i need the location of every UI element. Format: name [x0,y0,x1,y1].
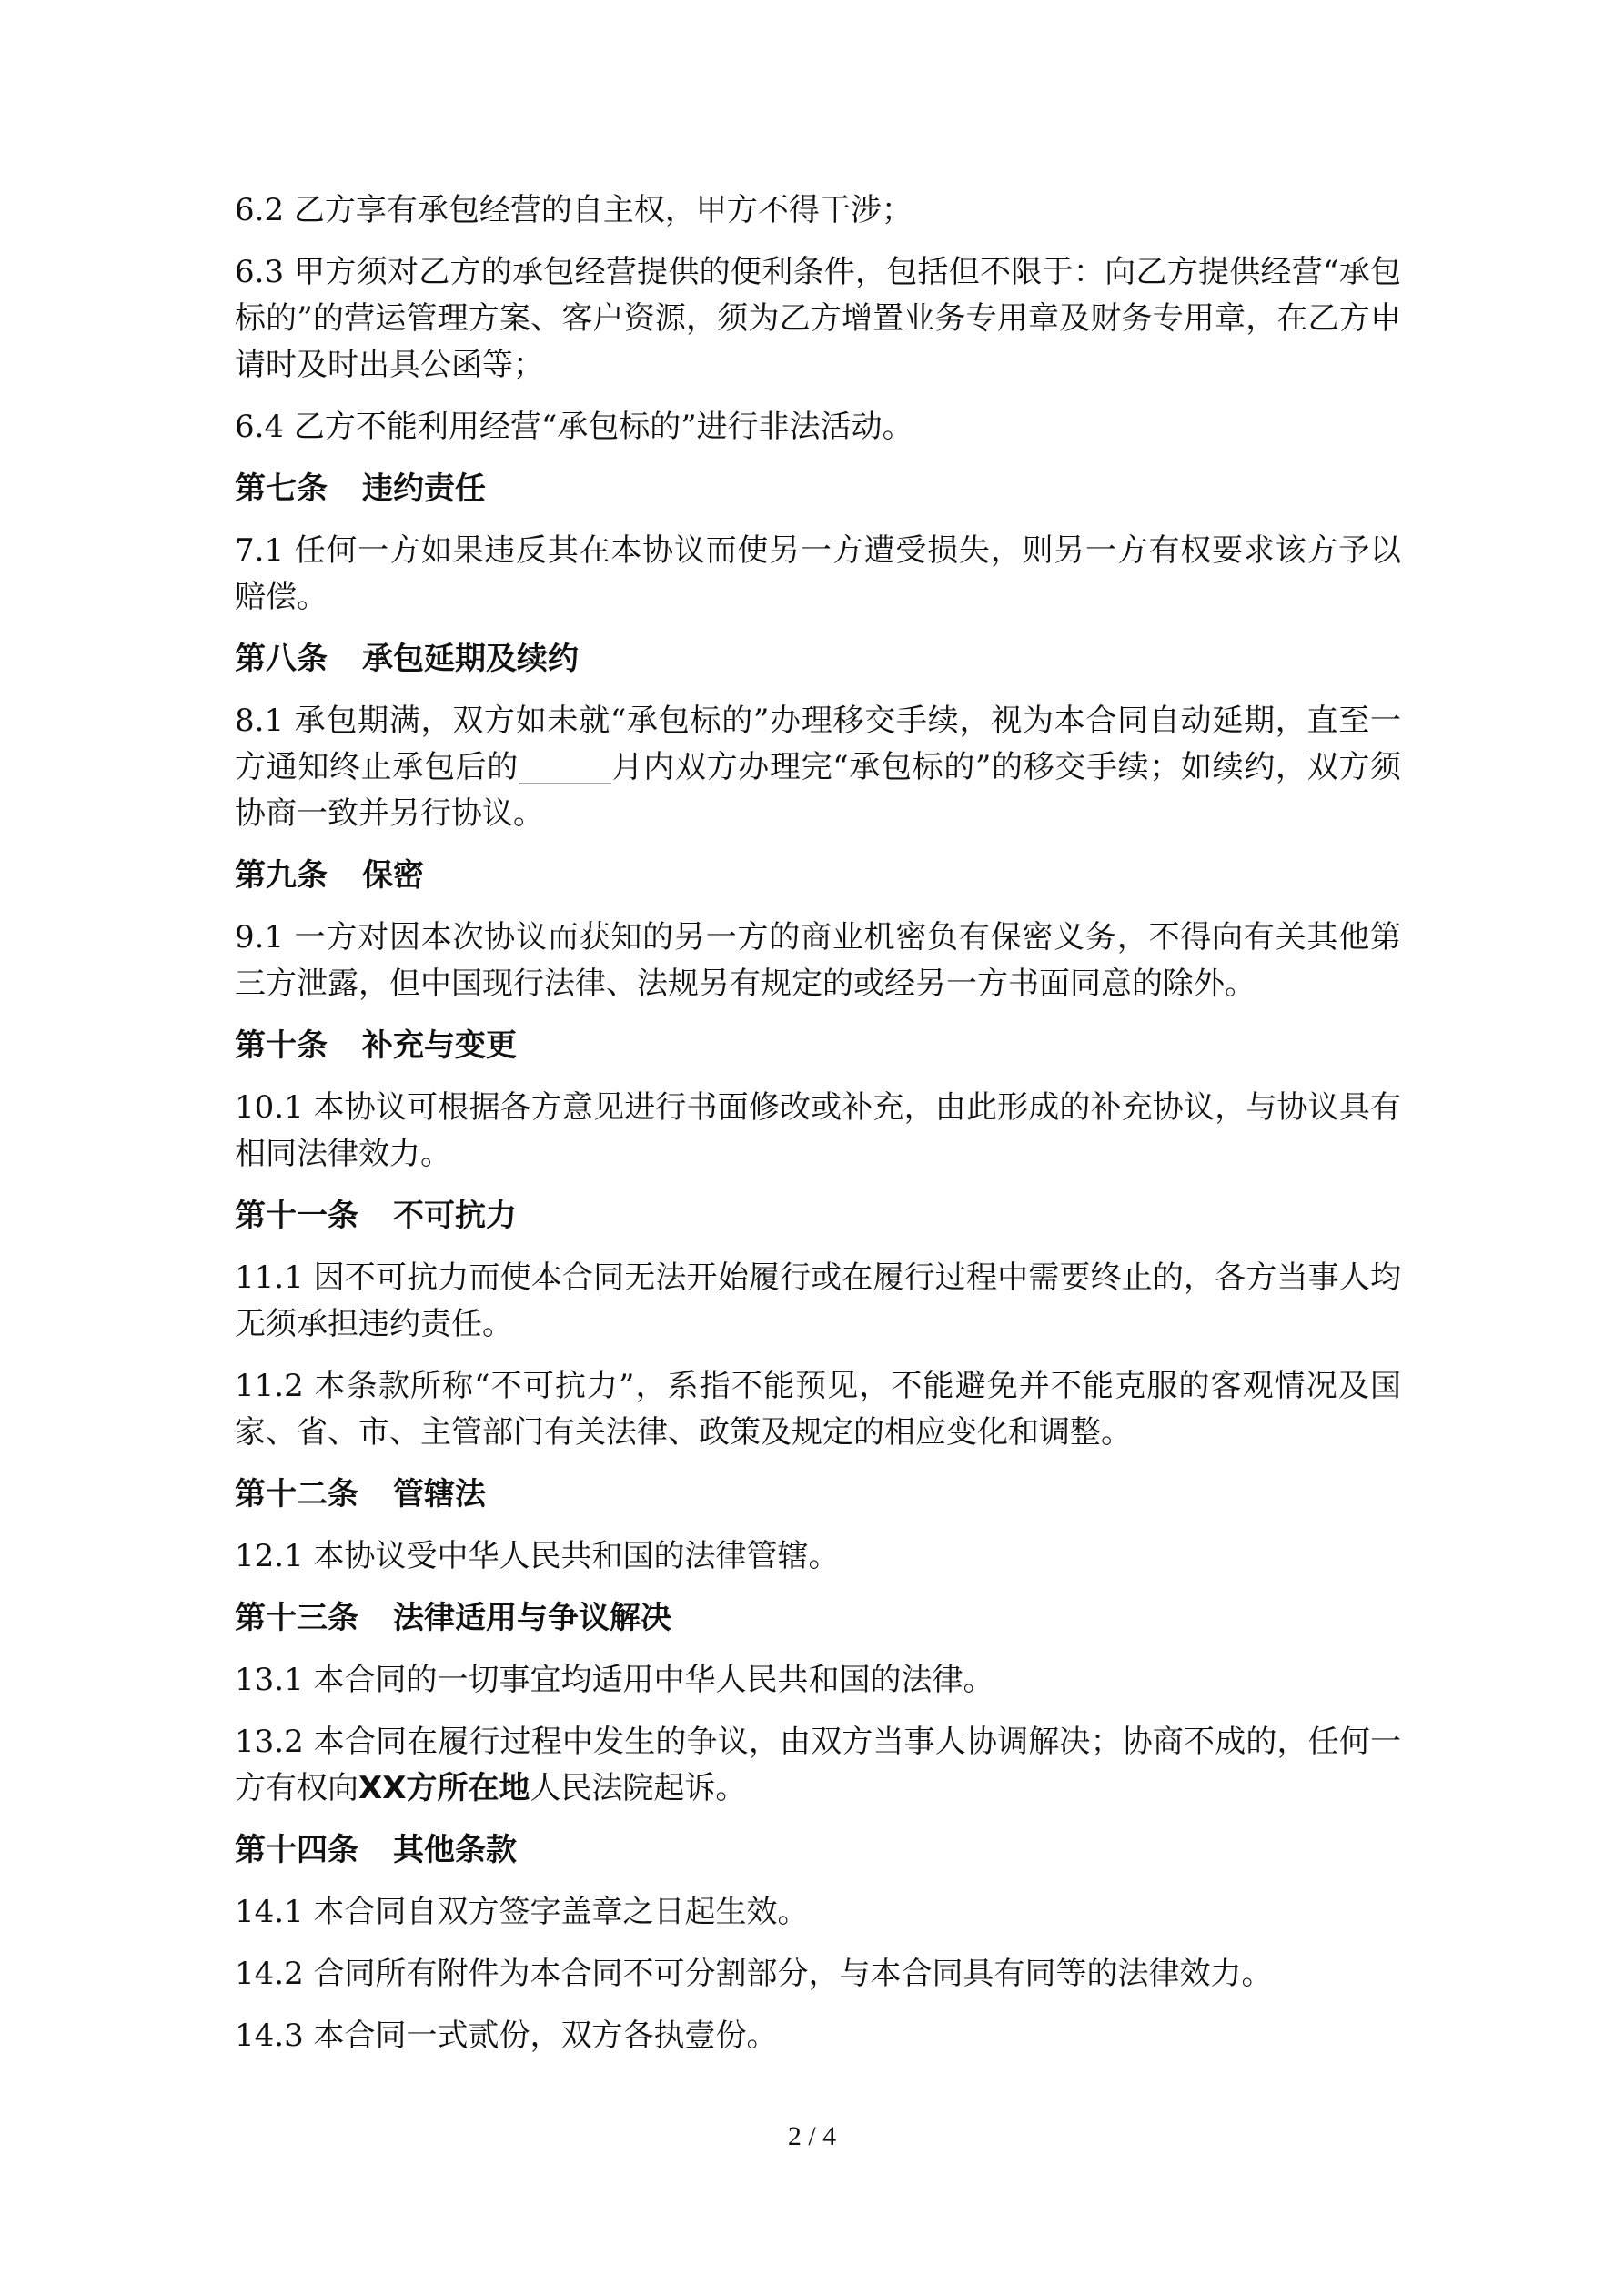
article-title: 违约责任 [362,470,486,507]
article-number: 第十一条 [235,1198,358,1234]
clause-14-1: 14.1 本合同自双方签字盖章之日起生效。 [235,1894,809,1930]
article-title: 保密 [362,857,424,894]
article-number: 第十四条 [235,1832,358,1868]
clause-13-1: 13.1 本合同的一切事宜均适用中华人民共和国的法律。 [235,1662,994,1698]
article-number: 第七条 [235,470,328,507]
article-title: 法律适用与争议解决 [393,1600,671,1636]
clause-9-1: 9.1 一方对因本次协议而获知的另一方的商业机密负有保密义务，不得向有关其他第三方泄露，但中国现行法律、法规另有规定的或经另一方书面同意的除外。 [235,919,1401,1002]
article-title: 其他条款 [393,1832,517,1868]
article-12-heading [235,1472,1401,1518]
article-title: 管辖法 [393,1476,486,1512]
page-number: 2 / 4 [787,2121,837,2151]
clause-6-3: 6.3 甲方须对乙方的承包经营提供的便利条件，包括但不限于：向乙方提供经营“承包标的”的营运管理方案、客户资源，须为乙方增置业务专用章及财务专用章，在乙方申请时及时出具公函等； [235,254,1401,383]
article-8-heading [235,636,1401,683]
article-11-heading [235,1193,1401,1239]
clause-6-4: 6.4 乙方不能利用经营“承包标的”进行非法活动。 [235,409,913,445]
clause-10-1: 10.1 本协议可根据各方意见进行书面修改或补充，由此形成的补充协议，与协议具有相同法律效力。 [235,1089,1401,1172]
clause-7-1: 7.1 任何一方如果违反其在本协议而使另一方遭受损失，则另一方有权要求该方予以赔偿。 [235,532,1401,615]
article-10-heading [235,1023,1401,1069]
article-title: 承包延期及续约 [362,641,579,677]
article-title: 不可抗力 [393,1198,517,1234]
document-body [235,187,1401,2075]
article-14-heading [235,1827,1401,1874]
article-9-heading [235,853,1401,899]
clause-13-2 [235,1719,1401,1812]
clause-11-1: 11.1 因不可抗力而使本合同无法开始履行或在履行过程中需要终止的，各方当事人均无须承担违约责任。 [235,1259,1401,1342]
article-7-heading [235,466,1401,512]
clause-14-3: 14.3 本合同一式贰份，双方各执壹份。 [235,2018,778,2054]
clause-14-2: 14.2 合同所有附件为本合同不可分割部分，与本合同具有同等的法律效力。 [235,1956,1273,1992]
article-number: 第十条 [235,1027,328,1064]
clause-11-2: 11.2 本条款所称“不可抗力”，系指不能预见，不能避免并不能克服的客观情况及国家、省、市、主管部门有关法律、政策及规定的相应变化和调整。 [235,1368,1401,1451]
article-number: 第十三条 [235,1600,358,1636]
article-title: 补充与变更 [362,1027,517,1064]
article-number: 第十二条 [235,1476,358,1512]
clause-8-1: 8.1 承包期满，双方如未就“承包标的”办理移交手续，视为本合同自动延期，直至一方通知终止承包后的______月内双方办理完“承包标的”的移交手续；如续约，双方须协商一致并另行协议。 [235,703,1401,832]
clause-12-1: 12.1 本协议受中华人民共和国的法律管辖。 [235,1538,840,1574]
clause-text: 13.2 本合同在履行过程中发生的争议，由双方当事人协调解决；协商不成的，任何一方有权向 [235,1724,1401,1806]
article-number: 第八条 [235,641,328,677]
article-13-heading [235,1595,1401,1642]
clause-6-2: 6.2 乙方享有承包经营的自主权，甲方不得干涉； [235,192,913,228]
court-location: XX方所在地 [358,1770,530,1806]
clause-text: 人民法院起诉。 [530,1770,747,1806]
article-number: 第九条 [235,857,328,894]
